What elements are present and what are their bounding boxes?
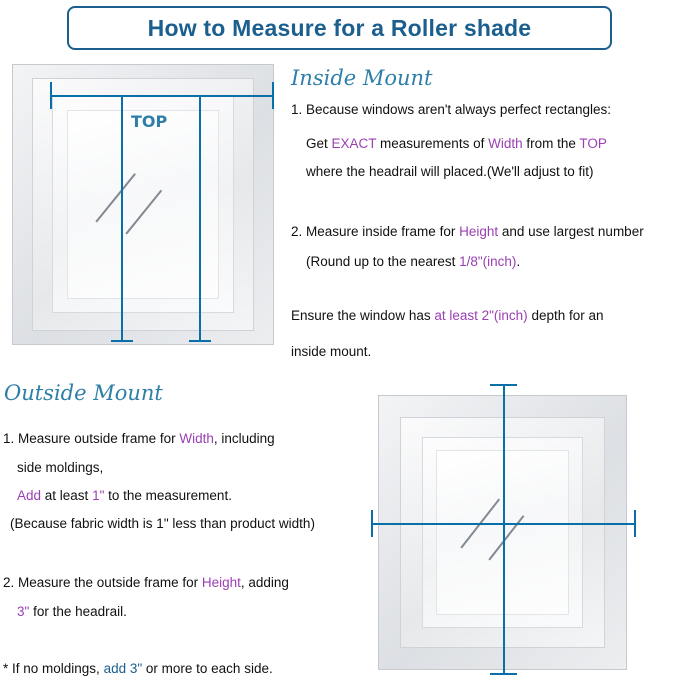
inside-line-6-depth: at least 2"(inch)	[434, 308, 528, 323]
outside-line-7-c: or more to each side.	[142, 661, 273, 676]
outside-line-3-add: Add	[17, 488, 42, 503]
inside-line-5-fraction: 1/8"(inch)	[459, 254, 517, 269]
outside-line-6-inches: 3"	[17, 604, 30, 619]
outside-line-1	[3, 428, 275, 449]
inside-line-7	[291, 341, 371, 362]
inside-line-2-top: TOP	[579, 136, 607, 151]
outside-line-7-add: add 3"	[103, 661, 143, 676]
inside-line-3	[306, 161, 593, 182]
outside-line-1-width: Width	[179, 431, 214, 446]
width-measure-line	[50, 95, 272, 97]
inside-line-4	[291, 221, 644, 242]
outside-mount-window-diagram	[378, 395, 627, 670]
height-measure-cap-bottom-right	[189, 340, 211, 342]
outside-line-2-text: side moldings,	[17, 460, 104, 475]
inside-line-6	[291, 305, 604, 326]
inside-line-6-c: depth for an	[527, 308, 604, 323]
outside-line-3-inch: 1"	[92, 488, 105, 503]
inside-line-5-c: .	[516, 254, 521, 269]
outside-line-1-a: 1. Measure outside frame for	[3, 431, 180, 446]
width-measure-cap-left	[371, 510, 373, 537]
outside-line-3-b: at least	[41, 488, 93, 503]
height-measure-cap-bottom	[490, 673, 517, 675]
height-measure-line-left	[121, 95, 123, 340]
window-glass	[67, 110, 219, 299]
inside-line-2-e: from the	[522, 136, 580, 151]
inside-line-4-c: and use largest number	[498, 224, 644, 239]
width-measure-cap-left	[50, 82, 52, 109]
inside-line-5	[306, 251, 520, 272]
glass-glint-icon	[125, 190, 161, 235]
outside-line-5	[3, 572, 289, 593]
outside-line-3	[17, 485, 232, 506]
inside-mount-window-diagram	[12, 64, 274, 345]
outside-line-7-a: * If no moldings,	[3, 661, 104, 676]
height-measure-line-right	[199, 95, 201, 340]
inside-mount-heading: Inside Mount	[291, 66, 433, 90]
inside-line-4-height: Height	[459, 224, 499, 239]
inside-line-7-text: inside mount.	[291, 344, 372, 359]
outside-line-1-c: , including	[213, 431, 275, 446]
outside-line-2	[17, 457, 103, 478]
glass-glint-icon	[488, 515, 524, 560]
width-measure-cap-right	[634, 510, 636, 537]
inside-line-1-text: 1. Because windows aren't always perfect rectangles:	[291, 102, 611, 117]
inside-line-4-a: 2. Measure inside frame for	[291, 224, 460, 239]
outside-line-5-height: Height	[201, 575, 241, 590]
inside-line-5-a: (Round up to the nearest	[306, 254, 460, 269]
outside-line-6	[17, 601, 127, 622]
outside-line-3-d: to the measurement.	[104, 488, 232, 503]
height-measure-line	[503, 384, 505, 673]
outside-mount-heading: Outside Mount	[4, 381, 163, 405]
outside-line-5-a: 2. Measure the outside frame for	[3, 575, 202, 590]
height-measure-cap-bottom-left	[111, 340, 133, 342]
outside-line-7	[3, 658, 273, 679]
inside-line-3-text: where the headrail will placed.(We'll adjust to fit)	[306, 164, 594, 179]
inside-line-2-a: Get	[306, 136, 332, 151]
page-title: How to Measure for a Roller shade	[147, 14, 532, 41]
inside-line-2	[306, 133, 607, 154]
title-banner	[67, 6, 612, 50]
outside-line-5-c: , adding	[240, 575, 289, 590]
outside-line-6-b: for the headrail.	[29, 604, 127, 619]
inside-line-2-exact: EXACT	[331, 136, 377, 151]
inside-line-2-width: Width	[488, 136, 523, 151]
width-measure-cap-right	[272, 82, 274, 109]
outside-line-4	[10, 513, 315, 534]
height-measure-cap-top	[490, 384, 517, 386]
inside-line-2-c: measurements of	[376, 136, 489, 151]
outside-line-4-text: (Because fabric width is 1" less than product width)	[10, 516, 315, 531]
top-label: TOP	[131, 112, 168, 131]
inside-line-6-a: Ensure the window has	[291, 308, 435, 323]
glass-glint-icon	[95, 173, 135, 222]
inside-line-1	[291, 99, 611, 120]
